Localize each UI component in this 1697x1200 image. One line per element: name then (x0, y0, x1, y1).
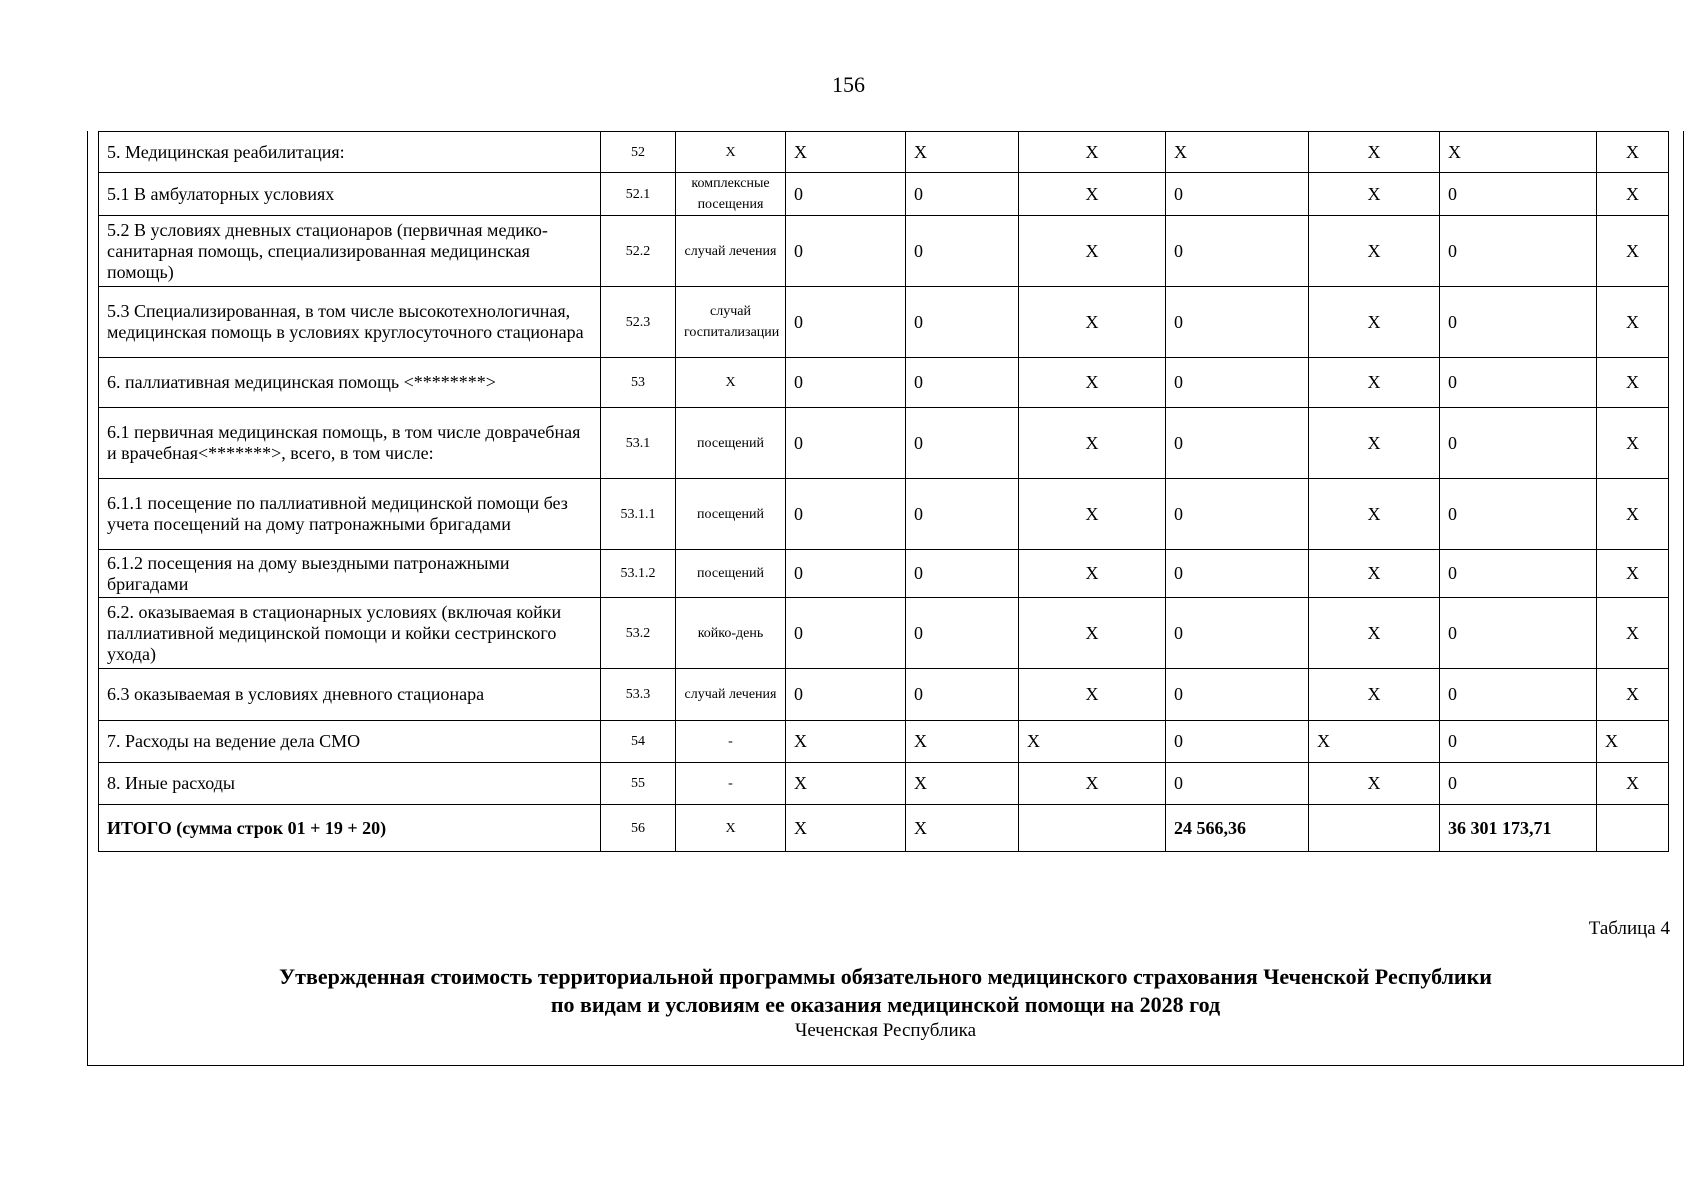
cell-value: Х (1597, 669, 1669, 721)
row-name: 5.3 Специализированная, в том числе высокотехнологичная, медицинская помощь в условиях круглосуточного стационара (99, 287, 601, 358)
table-row (99, 550, 1669, 598)
table-row (99, 763, 1669, 805)
cost-table (98, 131, 1669, 852)
cell-value: Х (1309, 173, 1440, 216)
table-row (99, 669, 1669, 721)
cell-value: Х (1019, 479, 1166, 550)
table-row (99, 479, 1669, 550)
table-row (99, 216, 1669, 287)
cell-value: Х (1597, 173, 1669, 216)
cell-value: 0 (906, 479, 1019, 550)
cell-value (1019, 805, 1166, 852)
row-code: 52.1 (601, 173, 676, 216)
table-row (99, 408, 1669, 479)
cell-value: 0 (786, 408, 906, 479)
row-unit: Х (676, 132, 786, 173)
cell-value: 0 (906, 408, 1019, 479)
row-name: 6.1.2 посещения на дому выездными патронажными бригадами (99, 550, 601, 598)
cell-value: Х (1019, 669, 1166, 721)
row-name: 5.2 В условиях дневных стационаров (первичная медико-санитарная помощь, специализированная медицинская помощь) (99, 216, 601, 287)
cell-value: Х (1019, 598, 1166, 669)
cell-value: Х (1019, 216, 1166, 287)
cell-value: 0 (786, 550, 906, 598)
cell-value: 0 (1166, 358, 1309, 408)
table-row-total (99, 805, 1669, 852)
cell-value: Х (1309, 479, 1440, 550)
cell-value: Х (1309, 216, 1440, 287)
cell-value: Х (1166, 132, 1309, 173)
cell-value: 0 (906, 669, 1019, 721)
cell-value: Х (1597, 216, 1669, 287)
region-label: Чеченская Республика (794, 1020, 977, 1041)
section-heading-line1: Утвержденная стоимость территориальной программы обязательного медицинского страхования Чеченской Республики (279, 964, 1492, 989)
cell-value: Х (1309, 669, 1440, 721)
cell-value: Х (786, 721, 906, 763)
row-name: 8. Иные расходы (99, 763, 601, 805)
cell-value: Х (1309, 763, 1440, 805)
cell-value: Х (906, 721, 1019, 763)
row-unit: посещений (676, 550, 786, 598)
cell-value: 0 (1166, 479, 1309, 550)
cell-value: 0 (1440, 721, 1597, 763)
row-code: 53.1 (601, 408, 676, 479)
cell-value: 0 (1166, 408, 1309, 479)
cell-value: Х (1309, 358, 1440, 408)
table-caption: Таблица 4 (1588, 918, 1670, 939)
cell-value: 0 (1440, 763, 1597, 805)
row-unit: случай лечения (676, 669, 786, 721)
cell-value: 0 (786, 669, 906, 721)
section-heading-line2: по видам и условиям ее оказания медицинской помощи на 2028 год (550, 992, 1221, 1017)
row-unit: комплексные посещения (676, 173, 786, 216)
row-unit: койко-день (676, 598, 786, 669)
row-unit: Х (676, 358, 786, 408)
cell-value: Х (1019, 173, 1166, 216)
cell-value: Х (1597, 479, 1669, 550)
row-name: 6.3 оказываемая в условиях дневного стационара (99, 669, 601, 721)
row-unit: - (676, 763, 786, 805)
cell-value: Х (1019, 358, 1166, 408)
cell-value: 0 (786, 173, 906, 216)
cell-value: 0 (1166, 287, 1309, 358)
cell-value: 0 (1440, 358, 1597, 408)
row-code: 53 (601, 358, 676, 408)
row-code: 56 (601, 805, 676, 852)
row-name: 5. Медицинская реабилитация: (99, 132, 601, 173)
cell-value: Х (1597, 287, 1669, 358)
cell-value: Х (1019, 550, 1166, 598)
row-name: 5.1 В амбулаторных условиях (99, 173, 601, 216)
row-code: 52 (601, 132, 676, 173)
cell-value: Х (1019, 287, 1166, 358)
table-row (99, 721, 1669, 763)
cell-value: Х (1597, 358, 1669, 408)
cell-value: 0 (1166, 763, 1309, 805)
cell-value: Х (786, 763, 906, 805)
row-unit: случай госпитализации (676, 287, 786, 358)
row-name: 6. паллиативная медицинская помощь <********> (99, 358, 601, 408)
cell-value: 0 (1166, 216, 1309, 287)
cell-value: 0 (1440, 669, 1597, 721)
cell-value: Х (1019, 721, 1166, 763)
row-code: 55 (601, 763, 676, 805)
cell-value: 0 (1440, 598, 1597, 669)
row-code: 53.1.2 (601, 550, 676, 598)
cell-value: 0 (1440, 408, 1597, 479)
cell-value: Х (906, 805, 1019, 852)
cell-value: 0 (786, 598, 906, 669)
cell-value: Х (1309, 287, 1440, 358)
cell-value: 0 (906, 287, 1019, 358)
cell-value: Х (1309, 408, 1440, 479)
row-name: 6.1 первичная медицинская помощь, в том числе доврачебная и врачебная<*******>, всего, в том числе: (99, 408, 601, 479)
cell-value: 0 (1166, 173, 1309, 216)
cell-value: Х (1019, 408, 1166, 479)
cell-value: 0 (906, 216, 1019, 287)
table-row (99, 132, 1669, 173)
cell-value: Х (1309, 721, 1440, 763)
row-unit: случай лечения (676, 216, 786, 287)
cell-value: Х (1309, 598, 1440, 669)
cell-value: Х (1309, 132, 1440, 173)
row-name: 6.1.1 посещение по паллиативной медицинской помощи без учета посещений на дому патронажными бригадами (99, 479, 601, 550)
table-row (99, 598, 1669, 669)
cell-value: Х (1597, 598, 1669, 669)
cell-value: 0 (1440, 173, 1597, 216)
cell-value: 0 (786, 358, 906, 408)
cell-value (1597, 805, 1669, 852)
cell-value: Х (786, 805, 906, 852)
cell-value: 0 (1440, 479, 1597, 550)
cell-value: 0 (1166, 669, 1309, 721)
row-name: 6.2. оказываемая в стационарных условиях (включая койки паллиативной медицинской помощи и койки сестринского ухода) (99, 598, 601, 669)
cell-value: 0 (906, 598, 1019, 669)
row-code: 54 (601, 721, 676, 763)
row-code: 53.2 (601, 598, 676, 669)
cell-value: 36 301 173,71 (1440, 805, 1597, 852)
cell-value: 0 (1440, 216, 1597, 287)
cell-value: 0 (1440, 287, 1597, 358)
row-code: 53.3 (601, 669, 676, 721)
cell-value: Х (1597, 132, 1669, 173)
cell-value: Х (906, 132, 1019, 173)
cell-value: 0 (1440, 550, 1597, 598)
row-code: 52.2 (601, 216, 676, 287)
row-name: 7. Расходы на ведение дела СМО (99, 721, 601, 763)
cell-value: Х (1597, 550, 1669, 598)
cell-value: Х (906, 763, 1019, 805)
cell-value: 0 (906, 358, 1019, 408)
row-unit: - (676, 721, 786, 763)
cell-value (1309, 805, 1440, 852)
cell-value: 0 (1166, 598, 1309, 669)
cell-value: 0 (786, 216, 906, 287)
row-unit: посещений (676, 408, 786, 479)
cell-value: 0 (786, 287, 906, 358)
cell-value: 0 (1166, 721, 1309, 763)
cell-value: Х (1597, 408, 1669, 479)
cell-value: Х (1019, 132, 1166, 173)
cell-value: 0 (906, 173, 1019, 216)
row-code: 53.1.1 (601, 479, 676, 550)
cell-value: 0 (1166, 550, 1309, 598)
cell-value: 0 (906, 550, 1019, 598)
table-row (99, 287, 1669, 358)
page-number: 156 (832, 72, 865, 97)
table-row (99, 173, 1669, 216)
cell-value: Х (1597, 763, 1669, 805)
cell-value: 0 (786, 479, 906, 550)
cell-value: Х (786, 132, 906, 173)
row-name: ИТОГО (сумма строк 01 + 19 + 20) (99, 805, 601, 852)
cell-value: Х (1440, 132, 1597, 173)
cell-value: Х (1019, 763, 1166, 805)
cell-value: 24 566,36 (1166, 805, 1309, 852)
table-row (99, 358, 1669, 408)
cell-value: Х (1309, 550, 1440, 598)
row-unit: посещений (676, 479, 786, 550)
row-code: 52.3 (601, 287, 676, 358)
cell-value: Х (1597, 721, 1669, 763)
row-unit: Х (676, 805, 786, 852)
